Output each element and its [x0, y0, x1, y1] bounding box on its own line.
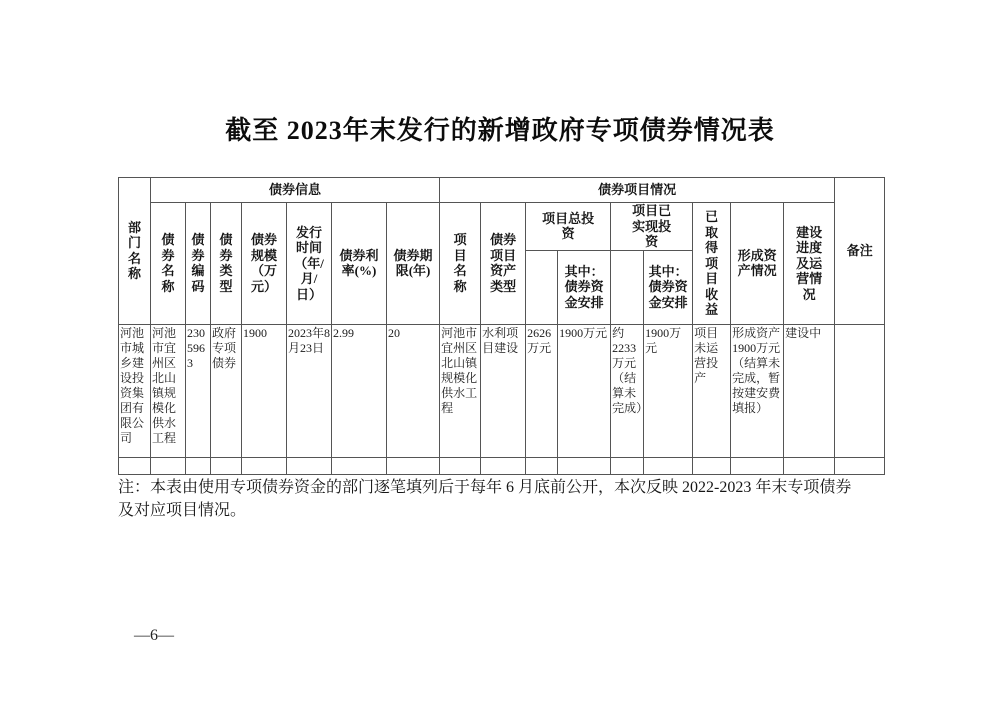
- header-dept-name: 部门名称: [119, 178, 151, 325]
- page-number: —6—: [134, 627, 174, 644]
- empty-cell: [287, 457, 332, 474]
- header-total-investment: 项目总投资: [526, 203, 611, 251]
- header-asset-type: 债券项目资产类型: [481, 203, 526, 325]
- header-bond-type: 债券类型: [211, 203, 242, 325]
- empty-cell: [784, 457, 835, 474]
- empty-cell: [731, 457, 784, 474]
- header-asset-formation: 形成资产情况: [731, 203, 784, 325]
- header-construction-progress: 建设进度及运营情况: [784, 203, 835, 325]
- cell-bond-term: 20: [387, 324, 440, 457]
- empty-cell: [644, 457, 693, 474]
- bond-disclosure-table: [118, 177, 885, 475]
- header-bond-rate: 债券利率(%): [332, 203, 387, 325]
- cell-asset-formation: 形成资产1900万元（结算未完成，暂按建安费填报）: [731, 324, 784, 457]
- empty-cell: [440, 457, 481, 474]
- empty-cell: [387, 457, 440, 474]
- empty-cell: [693, 457, 731, 474]
- header-row-columns: [119, 203, 885, 251]
- header-remark: 备注: [835, 178, 885, 325]
- cell-project-name: 河池市宜州区北山镇规模化供水工程: [440, 324, 481, 457]
- empty-cell: [186, 457, 211, 474]
- empty-cell: [119, 457, 151, 474]
- header-realized-investment-blank: [611, 250, 644, 324]
- cell-realized-investment: 约2233万元（结算未完成）: [611, 324, 644, 457]
- footnote: 注：本表由使用专项债券资金的部门逐笔填列后于每年 6 月底前公开，本次反映 2022-2023 年末专项债券及对应项目情况。: [118, 479, 852, 519]
- cell-total-investment: 2626万元: [526, 324, 558, 457]
- cell-issue-date: 2023年8月23日: [287, 324, 332, 457]
- header-project-name: 项目名称: [440, 203, 481, 325]
- cell-asset-type: 水利项目建设: [481, 324, 526, 457]
- cell-bond-name: 河池市宜州区北山镇规模化供水工程: [151, 324, 186, 457]
- empty-row: [119, 457, 885, 474]
- header-issue-date: 发行时间（年/月/日）: [287, 203, 332, 325]
- empty-cell: [332, 457, 387, 474]
- header-bond-scale: 债券规模（万元）: [242, 203, 287, 325]
- cell-bond-type: 政府专项债券: [211, 324, 242, 457]
- empty-cell: [611, 457, 644, 474]
- header-group-bond-info: 债券信息: [151, 178, 440, 203]
- cell-dept-name: 河池市城乡建设投资集团有限公司: [119, 324, 151, 457]
- page-title: 截至 2023年末发行的新增政府专项债券情况表: [225, 116, 775, 145]
- empty-cell: [835, 457, 885, 474]
- cell-total-investment-bond-fund: 1900万元: [558, 324, 611, 457]
- header-realized-of-which-bond-fund: 其中：债券资金安排: [644, 250, 693, 324]
- header-row-groups: [119, 178, 885, 203]
- cell-bond-code: 2305963: [186, 324, 211, 457]
- empty-cell: [481, 457, 526, 474]
- empty-cell: [526, 457, 558, 474]
- header-realized-investment: 项目已实现投资: [611, 203, 693, 251]
- cell-construction-progress: 建设中: [784, 324, 835, 457]
- empty-cell: [558, 457, 611, 474]
- header-total-investment-blank: [526, 250, 558, 324]
- header-group-bond-project: 债券项目情况: [440, 178, 835, 203]
- cell-remark: [835, 324, 885, 457]
- cell-bond-rate: 2.99: [332, 324, 387, 457]
- empty-cell: [242, 457, 287, 474]
- data-row: [119, 324, 885, 457]
- cell-obtained-revenue: 项目未运营投产: [693, 324, 731, 457]
- cell-bond-scale: 1900: [242, 324, 287, 457]
- header-total-of-which-bond-fund: 其中：债券资金安排: [558, 250, 611, 324]
- cell-realized-investment-bond-fund: 1900万元: [644, 324, 693, 457]
- header-bond-name: 债券名称: [151, 203, 186, 325]
- header-bond-code: 债券编码: [186, 203, 211, 325]
- header-bond-term: 债券期限(年): [387, 203, 440, 325]
- empty-cell: [151, 457, 186, 474]
- empty-cell: [211, 457, 242, 474]
- header-obtained-revenue: 已取得项目收益: [693, 203, 731, 325]
